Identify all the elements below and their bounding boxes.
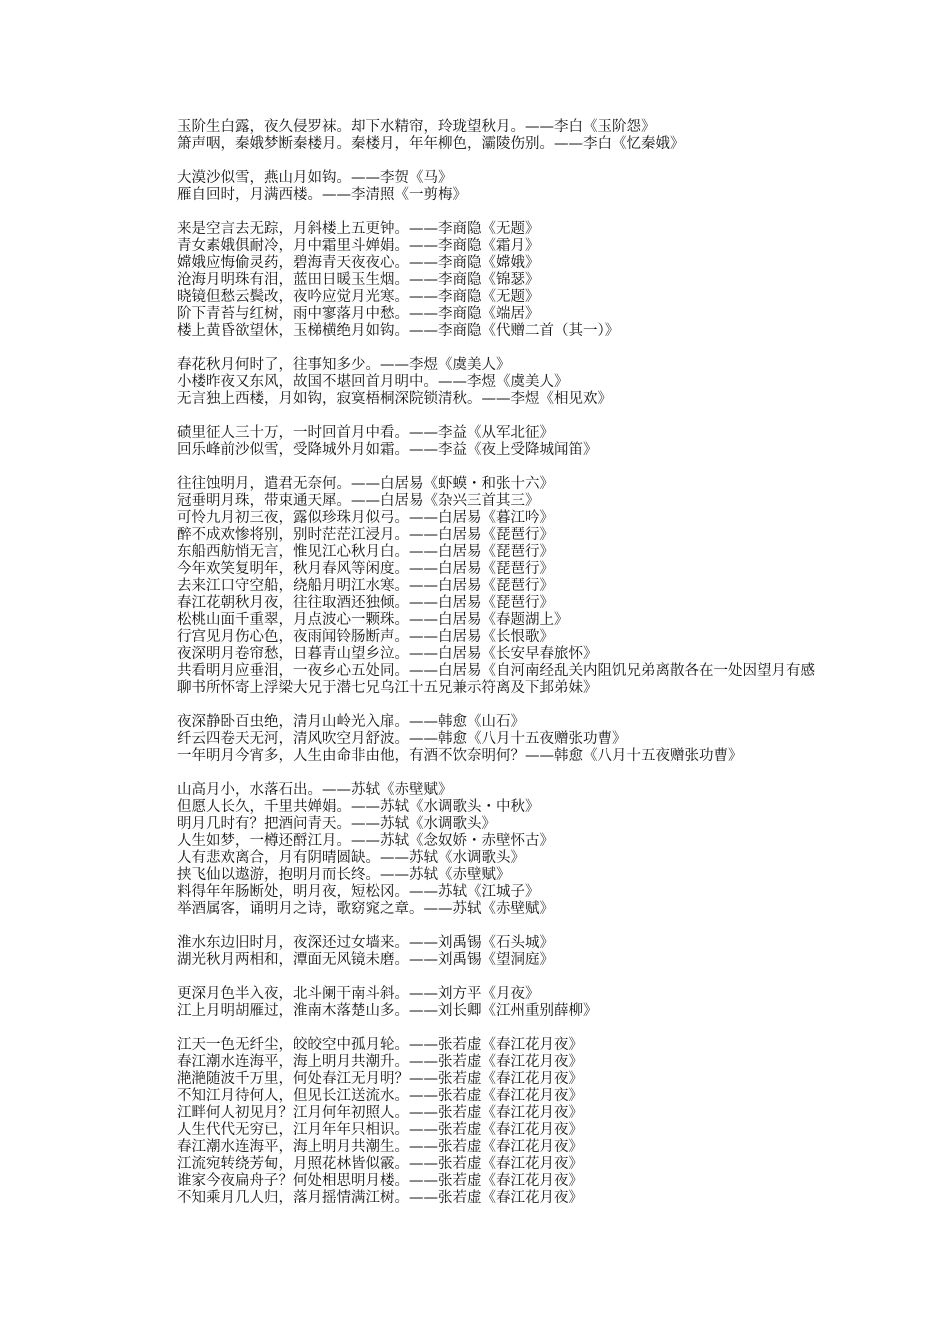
verse-group xyxy=(177,782,817,918)
verse-group xyxy=(177,476,817,697)
verse-line: 阶下青苔与红树，雨中寥落月中愁。——李商隐《端居》 xyxy=(177,306,540,322)
verse-line: 小楼昨夜又东风，故国不堪回首月明中。——李煜《虞美人》 xyxy=(177,374,569,390)
verse-line: 更深月色半入夜，北斗阑干南斗斜。——刘方平《月夜》 xyxy=(177,986,540,1002)
verse-line: 箫声咽，秦娥梦断秦楼月。秦楼月，年年柳色，灞陵伤别。——李白《忆秦娥》 xyxy=(177,136,685,152)
verse-line: 举酒属客，诵明月之诗，歌窈窕之章。——苏轼《赤壁赋》 xyxy=(177,901,554,917)
verse-line: 一年明月今宵多，人生由命非由他，有酒不饮奈明何？——韩愈《八月十五夜赠张功曹》 xyxy=(177,748,743,764)
verse-line: 今年欢笑复明年，秋月春风等闲度。——白居易《琵琶行》 xyxy=(177,561,554,577)
verse-group xyxy=(177,1037,817,1207)
verse-group xyxy=(177,221,817,340)
verse-group xyxy=(177,986,817,1020)
verse-line: 夜深静卧百虫绝，清月山岭光入扉。——韩愈《山石》 xyxy=(177,714,525,730)
verse-line: 碛里征人三十万，一时回首月中看。——李益《从军北征》 xyxy=(177,425,554,441)
verse-line: 山高月小，水落石出。——苏轼《赤壁赋》 xyxy=(177,782,453,798)
verse-line: 春江潮水连海平，海上明月共潮升。——张若虚《春江花月夜》 xyxy=(177,1054,583,1070)
verse-group xyxy=(177,425,817,459)
verse-line: 沧海月明珠有泪，蓝田日暖玉生烟。——李商隐《锦瑟》 xyxy=(177,272,540,288)
verse-line: 回乐峰前沙似雪，受降城外月如霜。——李益《夜上受降城闻笛》 xyxy=(177,442,598,458)
verse-group xyxy=(177,119,817,153)
verse-group xyxy=(177,170,817,204)
verse-line: 春江潮水连海平，海上明月共潮生。——张若虚《春江花月夜》 xyxy=(177,1139,583,1155)
verse-line: 往往蚀明月，遣君无奈何。——白居易《虾蟆・和张十六》 xyxy=(177,476,554,492)
verse-line: 人生代代无穷已，江月年年只相识。——张若虚《春江花月夜》 xyxy=(177,1122,583,1138)
verse-line: 玉阶生白露，夜久侵罗袜。却下水精帘，玲珑望秋月。——李白《玉阶怨》 xyxy=(177,119,656,135)
verse-line: 江流宛转绕芳甸，月照花林皆似霰。——张若虚《春江花月夜》 xyxy=(177,1156,583,1172)
verse-line: 雁自回时，月满西楼。——李清照《一剪梅》 xyxy=(177,187,467,203)
verse-line: 醉不成欢惨将别，别时茫茫江浸月。——白居易《琵琶行》 xyxy=(177,527,554,543)
verse-line: 人有悲欢离合，月有阴晴圆缺。——苏轼《水调歌头》 xyxy=(177,850,525,866)
verse-line: 松桃山面千重翠，月点波心一颗珠。——白居易《春题湖上》 xyxy=(177,612,569,628)
verse-line: 夜深明月卷帘愁，日暮青山望乡泣。——白居易《长安早春旅怀》 xyxy=(177,646,598,662)
verse-line: 滟滟随波千万里，何处春江无月明？——张若虚《春江花月夜》 xyxy=(177,1071,583,1087)
verse-line: 冠垂明月珠，带束通天犀。——白居易《杂兴三首其三》 xyxy=(177,493,540,509)
verse-line: 不知乘月几人归，落月摇情满江树。——张若虚《春江花月夜》 xyxy=(177,1190,583,1206)
verse-line: 江天一色无纤尘，皎皎空中孤月轮。——张若虚《春江花月夜》 xyxy=(177,1037,583,1053)
verse-line: 人生如梦，一樽还酹江月。——苏轼《念奴娇・赤壁怀古》 xyxy=(177,833,554,849)
verse-line: 但愿人长久，千里共婵娟。——苏轼《水调歌头・中秋》 xyxy=(177,799,540,815)
verse-line: 晓镜但愁云鬓改，夜吟应觉月光寒。——李商隐《无题》 xyxy=(177,289,540,305)
verse-line: 去来江口守空船，绕船月明江水寒。——白居易《琵琶行》 xyxy=(177,578,554,594)
verse-line: 青女素娥俱耐冷，月中霜里斗婵娟。——李商隐《霜月》 xyxy=(177,238,540,254)
verse-line: 春江花朝秋月夜，往往取酒还独倾。——白居易《琵琶行》 xyxy=(177,595,554,611)
document-body xyxy=(177,119,817,1224)
verse-line: 东船西舫悄无言，惟见江心秋月白。——白居易《琵琶行》 xyxy=(177,544,554,560)
verse-group xyxy=(177,357,817,408)
verse-line: 不知江月待何人，但见长江送流水。——张若虚《春江花月夜》 xyxy=(177,1088,583,1104)
verse-group xyxy=(177,714,817,765)
verse-line: 楼上黄昏欲望休，玉梯横绝月如钩。——李商隐《代赠二首（其一）》 xyxy=(177,323,620,339)
verse-line: 共看明月应垂泪，一夜乡心五处同。——白居易《自河南经乱关内阻饥兄弟离散各在一处因望月有感聊书所怀寄上浮梁大兄于潜七兄乌江十五兄兼示符离及下邽弟妹》 xyxy=(177,663,815,696)
verse-line: 淮水东边旧时月，夜深还过女墙来。——刘禹锡《石头城》 xyxy=(177,935,554,951)
verse-line: 来是空言去无踪，月斜楼上五更钟。——李商隐《无题》 xyxy=(177,221,540,237)
verse-line: 江畔何人初见月？江月何年初照人。——张若虚《春江花月夜》 xyxy=(177,1105,583,1121)
verse-line: 可怜九月初三夜，露似珍珠月似弓。——白居易《暮江吟》 xyxy=(177,510,554,526)
verse-line: 江上月明胡雁过，淮南木落楚山多。——刘长卿《江州重别薛柳》 xyxy=(177,1003,598,1019)
verse-line: 行宫见月伤心色，夜雨闻铃肠断声。——白居易《长恨歌》 xyxy=(177,629,554,645)
verse-line: 明月几时有？把酒问青天。——苏轼《水调歌头》 xyxy=(177,816,496,832)
verse-line: 挟飞仙以遨游，抱明月而长终。——苏轼《赤壁赋》 xyxy=(177,867,511,883)
verse-group xyxy=(177,935,817,969)
verse-line: 纤云四卷天无河，清风吹空月舒波。——韩愈《八月十五夜赠张功曹》 xyxy=(177,731,627,747)
verse-line: 嫦娥应悔偷灵药，碧海青天夜夜心。——李商隐《嫦娥》 xyxy=(177,255,540,271)
verse-line: 料得年年肠断处，明月夜，短松冈。——苏轼《江城子》 xyxy=(177,884,540,900)
verse-line: 大漠沙似雪，燕山月如钩。——李贺《马》 xyxy=(177,170,453,186)
verse-line: 无言独上西楼，月如钩，寂寞梧桐深院锁清秋。——李煜《相见欢》 xyxy=(177,391,612,407)
verse-line: 春花秋月何时了，往事知多少。——李煜《虞美人》 xyxy=(177,357,511,373)
verse-line: 谁家今夜扁舟子？何处相思明月楼。——张若虚《春江花月夜》 xyxy=(177,1173,583,1189)
verse-line: 湖光秋月两相和，潭面无风镜未磨。——刘禹锡《望洞庭》 xyxy=(177,952,554,968)
